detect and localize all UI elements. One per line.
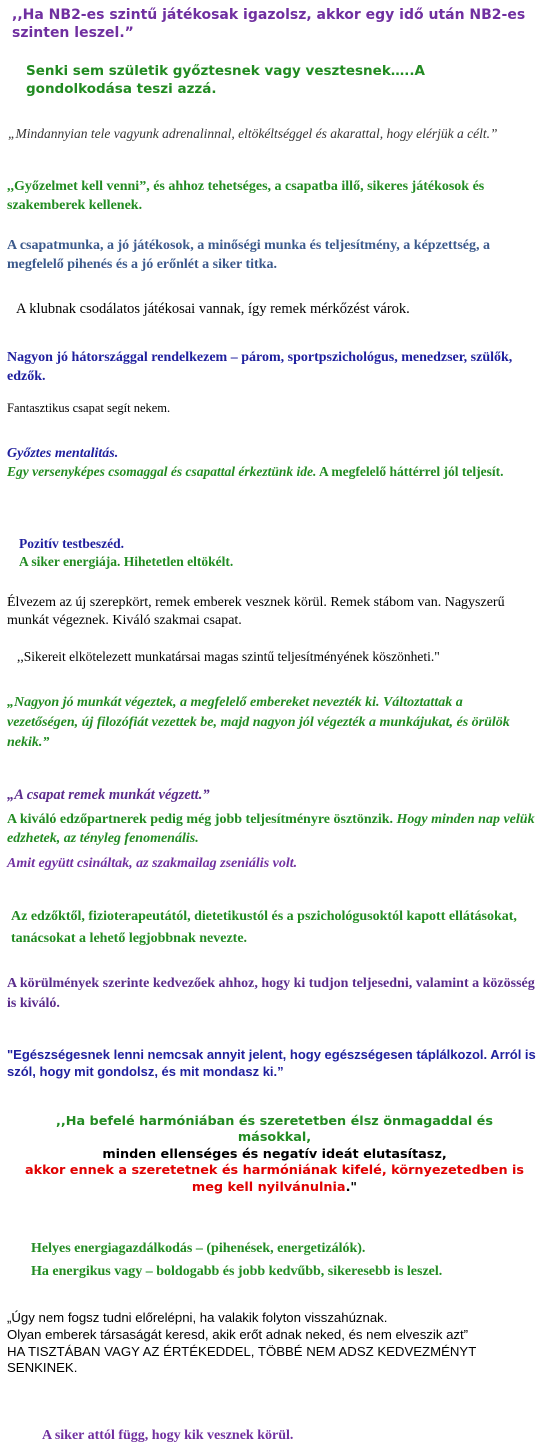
quote-adrenaline: „Mindannyian tele vagyunk adrenalinnal, eltökéltséggel és akarattal, hogy elérjük a célt.” [8,126,498,141]
phenomenal-text: Hogy minden nap velük edzhetek, az tényleg fenomenális. [7,812,535,847]
harmony-line-2: minden ellenséges és negatív ideát elutasítasz, [102,1146,447,1162]
quote-buy-victory: ,,Győzelmet kell venni”, és ahhoz tehetséges, a csapatba illő, sikeres játékosok és szakemberek kellenek. [7,179,485,214]
quote-success-depends: A siker attól függ, hogy kik vesznek körül. [42,1428,294,1443]
success-energy-text: A siker energiája. Hihetetlen eltökélt. [19,553,234,569]
hold-back-line-3: HA TISZTÁBAN VAGY AZ ÉRTÉKEDDEL, TÖBBÉ NEM ADSZ KEDVEZMÉNYT SENKINEK. [7,1343,477,1376]
quote-born-winner: Senki sem születik győztesnek vagy vesztesnek…..A gondolkodása teszi azzá. [26,63,426,97]
quote-great-job: „Nagyon jó munkát végeztek, a megfelelő embereket nevezték ki. Változtattak a vezetőségen, új filozófiát vezettek be, majd nagyon jól végezték a munkájukat, és örülök nekik.” [7,695,510,751]
quote-fantastic-team: Fantasztikus csapat segít nekem. [7,401,171,415]
quote-staff-care: Az edzőktől, fizioterapeutától, dietetikustól és a pszichológusoktól kapott ellátásokat, tanácsokat a lehető legjobbnak nevezte. [11,909,517,946]
hold-back-line-2: Olyan emberek társaságát keresd, akik erőt adnak neked, és nem elveszik azt” [7,1326,469,1342]
training-partners-text: A kiváló edzőpartnerek pedig még jobb teljesítményre ösztönzik. [7,812,394,827]
quote-harmony [22,1114,527,1196]
quote-new-role: Élvezem az új szerepkört, remek emberek vesznek körül. Remek stábom van. Nagyszerű munkát végeznek. Kiváló szakmai csapat. [7,595,505,629]
quote-energy [31,1237,531,1283]
quote-professional-genius: Amit együtt csináltak, az szakmailag zseniális volt. [7,856,298,871]
harmony-line-end: ." [345,1179,358,1195]
harmony-line-3: akkor ennek a szeretetnek és harmóniának kifelé, környezetedben is meg kell nyilvánulnia [24,1163,525,1195]
quote-hold-back [7,1310,537,1377]
winning-mentality-heading: Győztes mentalitás. [7,446,119,461]
quote-club-players: A klubnak csodálatos játékosai vannak, így remek mérkőzést várok. [16,301,410,317]
quote-support-background: Nagyon jó hátországgal rendelkezem – párom, sportpszichológus, menedzser, szülők, edzők. [7,350,513,385]
hold-back-line-1: „Úgy nem fogsz tudni előrelépni, ha valakik folyton visszahúznak. [7,1310,388,1325]
competitive-package-text: Egy versenyképes csomaggal és csapattal érkeztünk ide. [7,464,317,480]
quote-health: "Egészségesnek lenni nemcsak annyit jelent, hogy egészségesen táplálkozol. Arról is szól, hogy mit gondolsz, és mit mondasz ki.” [7,1047,536,1080]
energy-line-2: Ha energikus vagy – boldogabb és jobb kedvűbb, sikeresebb is leszel. [31,1264,443,1280]
body-language-heading: Pozitív testbeszéd. [19,536,124,551]
quote-nb2: ,,Ha NB2-es szintű játékosak igazolsz, akkor egy idő után NB2-es szinten leszel.” [12,7,526,42]
proper-background-text: A megfelelő háttérrel jól teljesít. [316,464,504,480]
quote-training-partners [7,810,535,849]
quote-team-great-work: „A csapat remek munkát végzett.” [7,787,210,803]
quote-body-language [19,535,519,571]
harmony-line-1: ,,Ha befelé harmóniában és szeretetben élsz önmagaddal és másokkal, [56,1114,493,1146]
quote-winning-mentality [7,444,537,481]
energy-line-1: Helyes energiagazdálkodás – (pihenések, energetizálók). [31,1241,366,1256]
quote-teamwork: A csapatmunka, a jó játékosok, a minőségi munka és teljesítmény, a képzettség, a megfelelő pihenés és a jó erőnlét a siker titka. [7,238,490,273]
quote-committed-staff: ,,Sikereit elkötelezett munkatársai magas szintű teljesítményének köszönheti." [17,649,440,664]
quote-conditions: A körülmények szerinte kedvezőek ahhoz, hogy ki tudjon teljesedni, valamint a közösség is kiváló. [7,976,535,1011]
